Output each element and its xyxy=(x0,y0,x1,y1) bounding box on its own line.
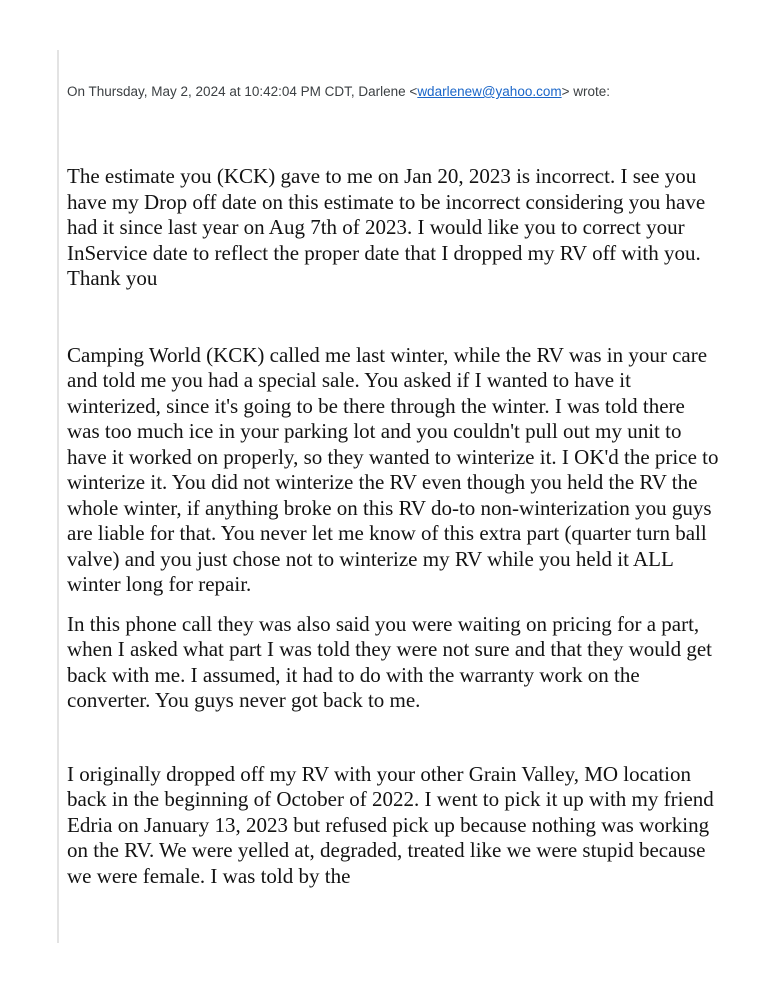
quoted-email-attribution xyxy=(67,84,719,100)
email-body-paragraph-3: In this phone call they was also said you were waiting on pricing for a part, when I asked what part I was told they were not sure and that they would get back with me. I assumed, it had to do with the warranty work on the converter. You guys never got back to me. xyxy=(67,611,712,712)
quoted-email-block xyxy=(67,84,719,889)
sender-email-link[interactable]: wdarlenew@yahoo.com xyxy=(417,84,562,99)
attribution-prefix: On Thursday, May 2, 2024 at 10:42:04 PM CDT, Darlene < xyxy=(67,84,418,99)
attribution-suffix: > wrote: xyxy=(561,84,610,99)
quote-indicator-bar xyxy=(57,50,59,943)
email-body-paragraph-1: The estimate you (KCK) gave to me on Jan 20, 2023 is incorrect. I see you have my Drop off date on this estimate to be incorrect considering you have had it since last year on Aug 7th of 2023. I would like you to correct your InService date to reflect the proper date that I dropped my RV off with you. Thank you xyxy=(67,164,706,290)
email-body-paragraph-2: Camping World (KCK) called me last winter, while the RV was in your care and told me you had a special sale. You asked if I wanted to have it winterized, since it's going to be there through the winter. I was told there was too much ice in your parking lot and you couldn't pull out my unit to have it worked on properly, so they wanted to winterize it. I OK'd the price to winterize it. You did not winterize the RV even though you held the RV the whole winter, if anything broke on this RV do-to non-winterization you guys are liable for that. You never let me know of this extra part (quarter turn ball valve) and you just chose not to winterize my RV while you held it ALL winter long for repair. xyxy=(67,342,719,596)
email-body-paragraph-4: I originally dropped off my RV with your other Grain Valley, MO location back in the beginning of October of 2022. I went to pick it up with my friend Edria on January 13, 2023 but refused pick up because nothing was working on the RV. We were yelled at, degraded, treated like we were stupid because we were female. I was told by the xyxy=(67,761,714,888)
